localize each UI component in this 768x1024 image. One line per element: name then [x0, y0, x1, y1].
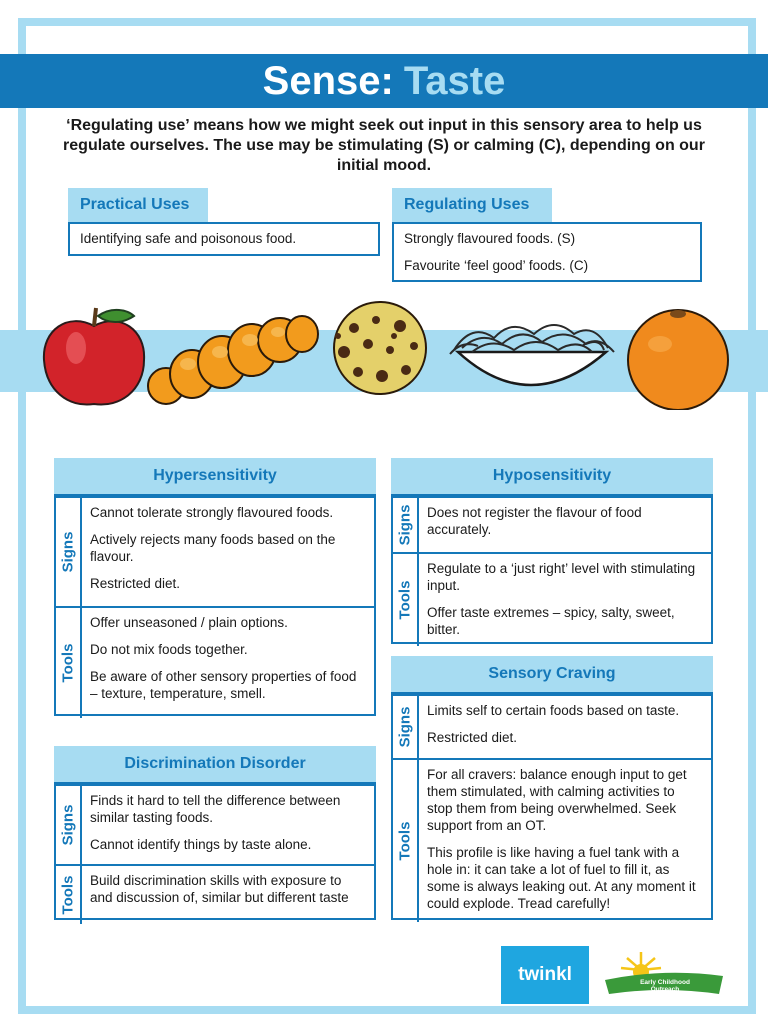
list-item: For all cravers: balance enough input to get them stimulated, with calming activities to stop them from being overwhelmed. Seek support from an OT.: [427, 767, 687, 833]
title-accent: Taste: [403, 58, 506, 103]
list-item: Does not register the flavour of food accurately.: [427, 505, 642, 537]
list-item: Actively rejects many foods based on the flavour.: [90, 532, 336, 564]
list-item: Offer taste extremes – spicy, salty, sweet, bitter.: [427, 605, 675, 637]
list-item: Cannot tolerate strongly flavoured foods.: [90, 505, 334, 520]
list-item: Regulate to a ‘just right’ level with stimulating input.: [427, 561, 696, 593]
signs-row: [393, 496, 711, 552]
apple-icon: [38, 304, 150, 410]
signs-label: Signs: [56, 786, 82, 864]
signs-label: Signs: [56, 498, 82, 606]
discrimination-disorder-title: Discrimination Disorder: [54, 746, 376, 784]
hyposensitivity-card: [391, 458, 713, 644]
intro-text: ‘Regulating use’ means how we might seek out input in this sensory area to help us regulate ourselves. The use may be stimulating (S) or calming (C), depending on our initial mood.: [63, 117, 705, 174]
tools-content: [82, 608, 374, 718]
tools-content: [419, 554, 711, 646]
signs-content: [82, 498, 374, 606]
tools-label: Tools: [393, 760, 419, 922]
hyposensitivity-title: Hyposensitivity: [391, 458, 713, 496]
list-item: Restricted diet.: [90, 576, 181, 591]
discrimination-disorder-card: [54, 746, 376, 920]
tools-row: [56, 864, 374, 924]
list-item: Cannot identify things by taste alone.: [90, 837, 312, 852]
list-item: This profile is like having a fuel tank with a hole in: it can take a lot of fuel to fill it, as some is always leaking out. At any moment it could explode. Tread carefully!: [427, 845, 696, 911]
regulating-use-item: Strongly flavoured foods. (S): [404, 231, 576, 246]
early-childhood-outreach-logo: [603, 950, 728, 1000]
regulating-uses-label: Regulating Uses: [392, 188, 552, 222]
signs-content: [419, 498, 711, 552]
hypersensitivity-title: Hypersensitivity: [54, 458, 376, 496]
list-item: Limits self to certain foods based on taste.: [427, 703, 680, 718]
list-item: Be aware of other sensory properties of food – texture, temperature, smell.: [90, 669, 357, 701]
tools-content: [419, 760, 711, 922]
signs-content: [82, 786, 374, 864]
regulating-uses-box: [392, 222, 702, 282]
cookie-icon: [324, 300, 436, 396]
practical-use-item: Identifying safe and poisonous food.: [80, 231, 297, 246]
signs-content: [419, 696, 711, 758]
hypersensitivity-card: [54, 458, 376, 716]
signs-row: [56, 496, 374, 606]
sensory-craving-title: Sensory Craving: [391, 656, 713, 694]
list-item: Build discrimination skills with exposure to and discussion of, similar but different taste: [90, 873, 349, 905]
tools-row: [393, 552, 711, 646]
title-main: Sense:: [262, 58, 394, 103]
tools-label: Tools: [393, 554, 419, 646]
signs-label: Signs: [393, 498, 419, 552]
outreach-logo-text: Early Childhood: [640, 979, 690, 986]
list-item: Finds it hard to tell the difference between similar tasting foods.: [90, 793, 341, 825]
page-title: [0, 54, 768, 108]
tools-row: [56, 606, 374, 718]
signs-row: [56, 784, 374, 864]
practical-uses-label: Practical Uses: [68, 188, 208, 222]
regulating-use-item: Favourite ‘feel good’ foods. (C): [404, 258, 589, 273]
signs-row: [393, 694, 711, 758]
tools-row: [393, 758, 711, 922]
tools-label: Tools: [56, 866, 82, 924]
tools-label: Tools: [56, 608, 82, 718]
practical-uses-box: [68, 222, 380, 256]
orange-icon: [622, 306, 734, 410]
signs-label: Signs: [393, 696, 419, 758]
tools-content: [82, 866, 374, 924]
twinkl-logo: [501, 946, 589, 1004]
list-item: Do not mix foods together.: [90, 642, 248, 657]
sensory-craving-card: [391, 656, 713, 920]
list-item: Offer unseasoned / plain options.: [90, 615, 288, 630]
list-item: Restricted diet.: [427, 730, 518, 745]
outreach-logo-text: Outreach: [650, 986, 680, 993]
bread-icon: [146, 308, 322, 412]
noodles-icon: [442, 312, 618, 410]
twinkl-logo-text: twinkl: [518, 964, 572, 985]
